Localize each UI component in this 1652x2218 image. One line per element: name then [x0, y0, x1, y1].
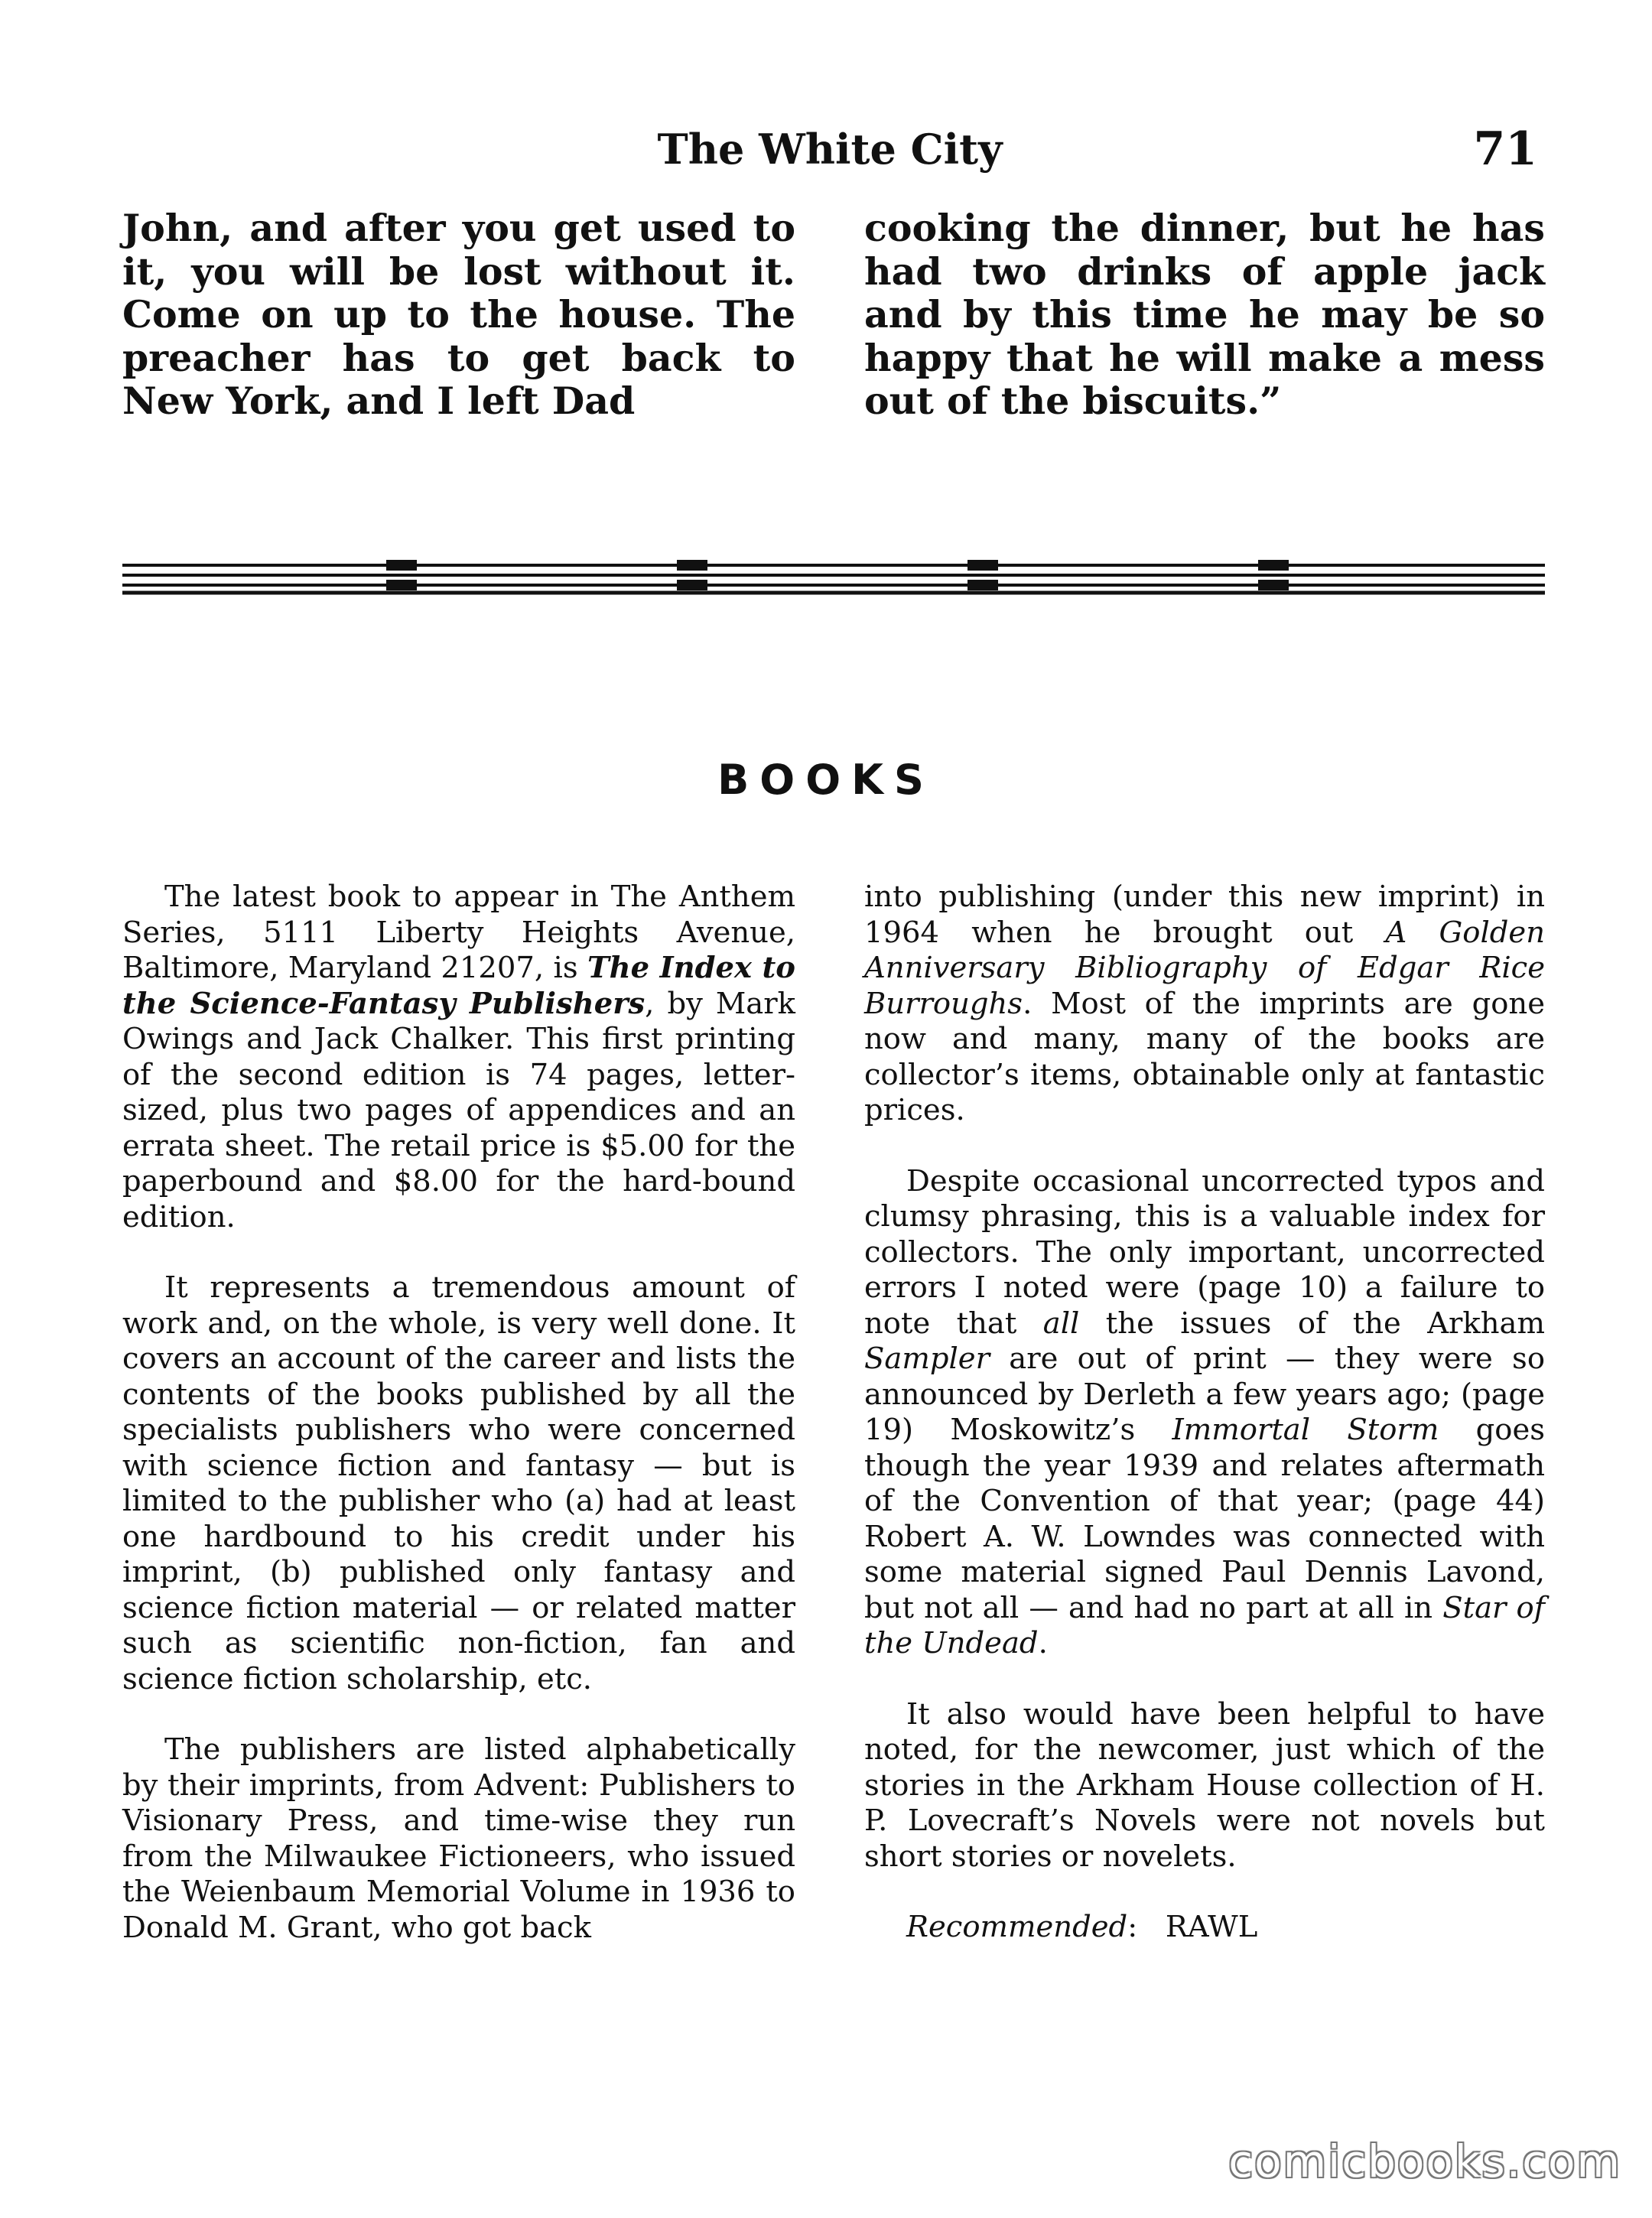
signoff-colon: : [1127, 1910, 1138, 1944]
review-signoff [864, 1910, 1545, 1946]
book-title: The Index to the Science-Fantasy Publishers [122, 951, 795, 1021]
story-end-left-column [122, 207, 795, 423]
review-paragraph-3-continued [864, 880, 1545, 1129]
review-p4-text-d: goes though the year 1939 and relates aftermath of the Convention of that year; (page 44) Robert A. W. Lowndes was connected with some material signed Paul Dennis Lavond, but not all — and had no part at all in [864, 1413, 1546, 1625]
signoff-label: Recommended [906, 1910, 1128, 1944]
reviewer-name: RAWL [1165, 1910, 1258, 1944]
review-p1-text-a: The latest book to appear in The Anthem Series, 5111 Liberty Heights Avenue, Baltimore, Maryland 21207, is [122, 880, 795, 985]
page-number: 71 [1473, 122, 1537, 176]
story-end-right-text: cooking the dinner, but he has had two drinks of apple jack and by this time he may be so happy that he will make a mess out of the biscuits.” [864, 206, 1545, 423]
burroughs-bibliography-title: A Golden Anniversary Bibliography of Edgar Rice Burroughs [864, 915, 1546, 1021]
section-title: BOOKS [717, 756, 935, 804]
review-paragraph-1 [122, 880, 795, 1235]
review-paragraph-5: It also would have been helpful to have noted, for the newcomer, just which of the stories in the Arkham House collection of H. P. Lovecraft’s Novels were not novels but short stories or novelets. [864, 1696, 1545, 1874]
star-of-the-undead-title: Star of the Undead [864, 1590, 1545, 1660]
review-p4-text-a: Despite occasional uncorrected typos and clumsy phrasing, this is a valuable index for collectors. The only important, uncorrected errors I noted were (page 10) a failure to note that [864, 1163, 1545, 1341]
running-header [122, 122, 1537, 176]
review-paragraph-2: It represents a tremendous amount of work and, on the whole, is very well done. It covers an account of the career and lists the contents of the books published by all the specialists publishers who were concerned with science fiction and fantasy — but is limited to the publisher who (a) had at least one hardbound to his credit under his imprint, (b) published only fantasy and science fiction material — or related matter such as scientific non-fiction, fan and science fiction scholarship, etc. [122, 1270, 795, 1696]
immortal-storm-title: Immortal Storm [1172, 1413, 1439, 1447]
ornamental-divider [122, 558, 1545, 597]
running-title: The White City [657, 125, 1003, 174]
review-paragraph-4 [864, 1164, 1545, 1662]
review-p4-text-c: are out of print — they were so announced by Derleth a few years ago; (page 19) Moskowitz’s [864, 1342, 1545, 1447]
review-p3-cont-text-b: . Most of the imprints are gone now and many, many of the books are collector’s items, obtainable only at fantastic prices. [864, 986, 1545, 1127]
review-p3-cont-text-a: into publishing (under this new imprint) in 1964 when he brought out [864, 880, 1545, 950]
review-p1-text-b: , by Mark Owings and Jack Chalker. This first printing of the second edition is 74 pages, letter-sized, plus two pages of appendices and an errata sheet. The retail price is $5.00 for the paperbound and $8.00 for the hard-bound edition. [122, 986, 795, 1234]
emphasis-all: all [1042, 1306, 1080, 1341]
sampler-title: Sampler [864, 1342, 990, 1376]
review-left-column [122, 880, 795, 1981]
story-end-left-text: John, and after you get used to it, you will be lost without it. Come on up to the house. The preacher has to get back to New York, and I left Dad [122, 206, 795, 423]
story-end-right-column [864, 207, 1545, 423]
review-p4-text-e: . [1038, 1626, 1048, 1660]
watermark-logo: comicbooks.com [1228, 2135, 1621, 2187]
review-right-column [864, 880, 1545, 1981]
review-paragraph-3: The publishers are listed alphabetically by their imprints, from Advent: Publishers to Visionary Press, and time-wise they run from the Milwaukee Fictioneers, who issued the Weienbaum Memorial Volume in 1936 to Donald M. Grant, who got back [122, 1732, 795, 1945]
review-p4-text-b: the issues of the Arkham [1079, 1306, 1545, 1341]
